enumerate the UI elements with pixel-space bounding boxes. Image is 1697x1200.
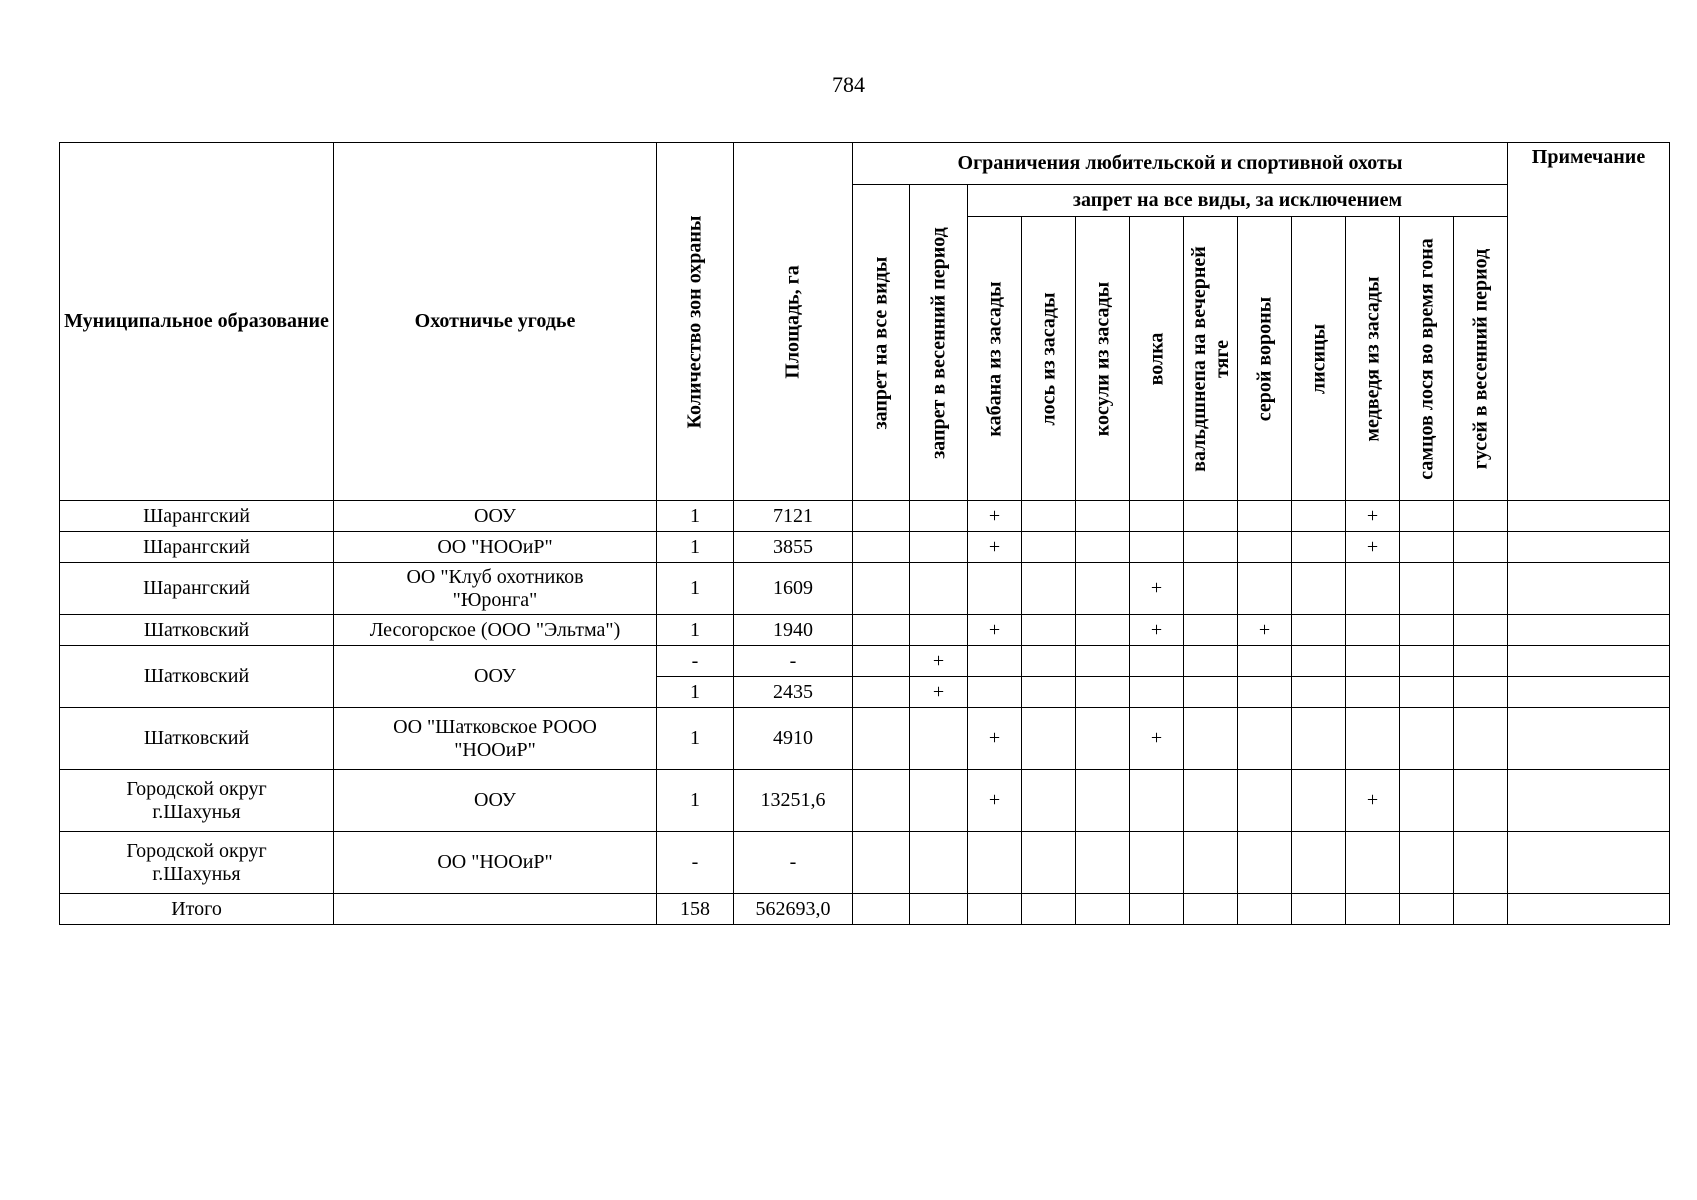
cell-mark xyxy=(1400,770,1454,832)
cell-count: 1 xyxy=(657,770,734,832)
table-row xyxy=(60,832,1670,894)
cell-mark xyxy=(910,563,968,615)
cell-mark xyxy=(1022,770,1076,832)
header-except-moose: лось из засады xyxy=(1022,217,1076,501)
cell-mark xyxy=(1400,563,1454,615)
cell-municipality: Городской округ г.Шахунья xyxy=(60,832,334,894)
cell-mark xyxy=(910,615,968,646)
header-ban-spring: запрет в весенний период xyxy=(910,185,968,501)
cell-mark xyxy=(1346,832,1400,894)
cell-ground: ООУ xyxy=(334,646,657,708)
cell-mark xyxy=(1076,832,1130,894)
header-except-fox: лисицы xyxy=(1292,217,1346,501)
cell-ground: ООУ xyxy=(334,501,657,532)
cell-mark xyxy=(1238,894,1292,925)
cell-mark xyxy=(1292,501,1346,532)
cell-mark xyxy=(1238,563,1292,615)
cell-mark: + xyxy=(968,532,1022,563)
cell-mark xyxy=(1184,708,1238,770)
cell-mark xyxy=(1130,894,1184,925)
table-row xyxy=(60,501,1670,532)
cell-mark xyxy=(910,532,968,563)
cell-mark xyxy=(1292,894,1346,925)
cell-area: 562693,0 xyxy=(734,894,853,925)
cell-mark xyxy=(1130,832,1184,894)
header-ban-all: запрет на все виды xyxy=(853,185,910,501)
cell-area: 1609 xyxy=(734,563,853,615)
table-row xyxy=(60,708,1670,770)
cell-mark xyxy=(1454,532,1508,563)
cell-ground: ОО "Клуб охотников "Юронга" xyxy=(334,563,657,615)
cell-mark xyxy=(1400,708,1454,770)
cell-mark xyxy=(1454,646,1508,677)
cell-count: 1 xyxy=(657,615,734,646)
cell-mark xyxy=(1076,770,1130,832)
cell-count: 1 xyxy=(657,501,734,532)
cell-mark xyxy=(1400,894,1454,925)
cell-mark: + xyxy=(1130,563,1184,615)
cell-mark xyxy=(1076,615,1130,646)
cell-note xyxy=(1508,770,1670,832)
cell-mark xyxy=(1400,615,1454,646)
cell-mark xyxy=(1184,677,1238,708)
cell-mark: + xyxy=(910,677,968,708)
cell-note xyxy=(1508,563,1670,615)
cell-municipality: Шарангский xyxy=(60,501,334,532)
cell-count: 1 xyxy=(657,677,734,708)
cell-mark xyxy=(968,677,1022,708)
header-note: Примечание xyxy=(1508,143,1670,501)
cell-mark xyxy=(1238,770,1292,832)
cell-mark xyxy=(1238,646,1292,677)
header-except-bear: медведя из засады xyxy=(1346,217,1400,501)
cell-count: - xyxy=(657,646,734,677)
cell-mark: + xyxy=(1346,532,1400,563)
cell-mark xyxy=(1130,532,1184,563)
cell-ground: ОО "Шатковское РООО "НООиР" xyxy=(334,708,657,770)
page-number: 784 xyxy=(832,72,865,97)
cell-mark: + xyxy=(968,501,1022,532)
cell-ground: ОО "НООиР" xyxy=(334,532,657,563)
cell-mark xyxy=(1076,532,1130,563)
cell-mark xyxy=(1292,646,1346,677)
cell-mark xyxy=(1238,677,1292,708)
cell-mark xyxy=(1022,615,1076,646)
cell-note xyxy=(1508,532,1670,563)
header-except-group: запрет на все виды, за исключением xyxy=(968,185,1508,217)
table-row xyxy=(60,615,1670,646)
table-row xyxy=(60,532,1670,563)
cell-mark: + xyxy=(1130,615,1184,646)
cell-mark xyxy=(1454,615,1508,646)
cell-mark xyxy=(1400,501,1454,532)
hunting-restrictions-table xyxy=(59,142,1670,925)
cell-mark xyxy=(910,770,968,832)
cell-mark xyxy=(1454,708,1508,770)
cell-mark xyxy=(1454,677,1508,708)
cell-mark xyxy=(1076,677,1130,708)
cell-note xyxy=(1508,646,1670,677)
cell-mark xyxy=(1022,532,1076,563)
cell-mark xyxy=(853,708,910,770)
cell-ground: ОО "НООиР" xyxy=(334,832,657,894)
cell-mark xyxy=(968,894,1022,925)
cell-mark xyxy=(1022,646,1076,677)
cell-mark xyxy=(1022,708,1076,770)
cell-mark xyxy=(1292,770,1346,832)
table-row xyxy=(60,770,1670,832)
header-except-wolf: волка xyxy=(1130,217,1184,501)
cell-mark xyxy=(1454,770,1508,832)
header-except-boar: кабана из засады xyxy=(968,217,1022,501)
table-row xyxy=(60,563,1670,615)
cell-mark: + xyxy=(968,708,1022,770)
cell-municipality: Шатковский xyxy=(60,646,334,708)
cell-area: 4910 xyxy=(734,708,853,770)
cell-mark: + xyxy=(1238,615,1292,646)
header-except-woodcock: вальдшнепа на вечерней тяге xyxy=(1184,217,1238,501)
cell-mark xyxy=(1400,832,1454,894)
cell-area: 2435 xyxy=(734,677,853,708)
cell-mark xyxy=(1238,501,1292,532)
cell-municipality: Шатковский xyxy=(60,615,334,646)
cell-mark xyxy=(1184,615,1238,646)
cell-mark: + xyxy=(968,770,1022,832)
cell-municipality: Шатковский xyxy=(60,708,334,770)
cell-mark xyxy=(910,501,968,532)
table-row xyxy=(60,646,1670,677)
cell-mark xyxy=(1400,532,1454,563)
header-zones-count: Количество зон охраны xyxy=(657,143,734,501)
cell-ground xyxy=(334,894,657,925)
cell-mark xyxy=(1184,646,1238,677)
cell-municipality: Итого xyxy=(60,894,334,925)
cell-municipality: Шарангский xyxy=(60,532,334,563)
cell-mark xyxy=(910,894,968,925)
cell-mark xyxy=(968,563,1022,615)
cell-mark xyxy=(1454,501,1508,532)
cell-note xyxy=(1508,708,1670,770)
cell-mark xyxy=(968,646,1022,677)
cell-mark xyxy=(1292,563,1346,615)
cell-mark xyxy=(1184,832,1238,894)
cell-mark xyxy=(1346,646,1400,677)
cell-mark xyxy=(1076,646,1130,677)
cell-mark xyxy=(853,646,910,677)
cell-mark xyxy=(1022,501,1076,532)
cell-mark xyxy=(1184,563,1238,615)
cell-mark xyxy=(853,563,910,615)
cell-mark xyxy=(853,770,910,832)
header-except-geese: гусей в весенний период xyxy=(1454,217,1508,501)
cell-mark xyxy=(1130,770,1184,832)
header-except-moose-rut: самцов лося во время гона xyxy=(1400,217,1454,501)
cell-mark xyxy=(1184,532,1238,563)
cell-mark xyxy=(1292,832,1346,894)
cell-count: 1 xyxy=(657,532,734,563)
cell-mark xyxy=(1130,646,1184,677)
cell-mark xyxy=(910,832,968,894)
cell-mark xyxy=(1184,894,1238,925)
cell-mark xyxy=(853,677,910,708)
cell-mark xyxy=(1184,501,1238,532)
cell-mark xyxy=(1292,532,1346,563)
header-municipality: Муниципальное образование xyxy=(60,143,334,501)
cell-mark xyxy=(910,708,968,770)
cell-mark xyxy=(1346,708,1400,770)
cell-mark xyxy=(1292,677,1346,708)
cell-note xyxy=(1508,894,1670,925)
cell-mark xyxy=(1022,894,1076,925)
header-area: Площадь, га xyxy=(734,143,853,501)
cell-count: 1 xyxy=(657,708,734,770)
cell-municipality: Городской округ г.Шахунья xyxy=(60,770,334,832)
cell-mark xyxy=(1238,832,1292,894)
cell-mark xyxy=(1292,708,1346,770)
cell-mark xyxy=(1454,563,1508,615)
cell-mark: + xyxy=(910,646,968,677)
cell-mark: + xyxy=(968,615,1022,646)
header-except-crow: серой вороны xyxy=(1238,217,1292,501)
cell-mark xyxy=(1022,677,1076,708)
cell-mark xyxy=(1130,501,1184,532)
cell-mark xyxy=(1400,677,1454,708)
cell-ground: Лесогорское (ООО "Эльтма") xyxy=(334,615,657,646)
cell-area: 13251,6 xyxy=(734,770,853,832)
cell-mark xyxy=(968,832,1022,894)
cell-mark xyxy=(1184,770,1238,832)
cell-count: 1 xyxy=(657,563,734,615)
cell-mark xyxy=(1346,615,1400,646)
cell-area: 7121 xyxy=(734,501,853,532)
cell-mark xyxy=(1022,563,1076,615)
cell-note xyxy=(1508,501,1670,532)
cell-mark xyxy=(1238,708,1292,770)
cell-mark xyxy=(1022,832,1076,894)
cell-mark xyxy=(1454,894,1508,925)
table-row-total xyxy=(60,894,1670,925)
cell-mark xyxy=(1292,615,1346,646)
cell-mark xyxy=(853,894,910,925)
cell-mark xyxy=(853,832,910,894)
cell-area: 1940 xyxy=(734,615,853,646)
cell-mark xyxy=(853,532,910,563)
cell-mark: + xyxy=(1346,501,1400,532)
cell-note xyxy=(1508,677,1670,708)
cell-municipality: Шарангский xyxy=(60,563,334,615)
cell-area: - xyxy=(734,646,853,677)
cell-count: - xyxy=(657,832,734,894)
cell-ground: ООУ xyxy=(334,770,657,832)
cell-mark xyxy=(1076,894,1130,925)
header-except-roe: косули из засады xyxy=(1076,217,1130,501)
cell-mark xyxy=(1076,708,1130,770)
cell-mark xyxy=(1076,563,1130,615)
cell-mark xyxy=(1346,894,1400,925)
cell-count: 158 xyxy=(657,894,734,925)
cell-mark xyxy=(853,615,910,646)
cell-mark xyxy=(1076,501,1130,532)
cell-area: 3855 xyxy=(734,532,853,563)
cell-mark xyxy=(1238,532,1292,563)
cell-note xyxy=(1508,615,1670,646)
cell-mark xyxy=(1346,563,1400,615)
header-restrictions-group: Ограничения любительской и спортивной охоты xyxy=(853,143,1508,185)
cell-mark xyxy=(1400,646,1454,677)
cell-mark xyxy=(853,501,910,532)
cell-mark: + xyxy=(1130,708,1184,770)
header-hunting-ground: Охотничье угодье xyxy=(334,143,657,501)
cell-mark xyxy=(1130,677,1184,708)
cell-note xyxy=(1508,832,1670,894)
cell-mark xyxy=(1346,677,1400,708)
cell-mark xyxy=(1454,832,1508,894)
cell-area: - xyxy=(734,832,853,894)
cell-mark: + xyxy=(1346,770,1400,832)
